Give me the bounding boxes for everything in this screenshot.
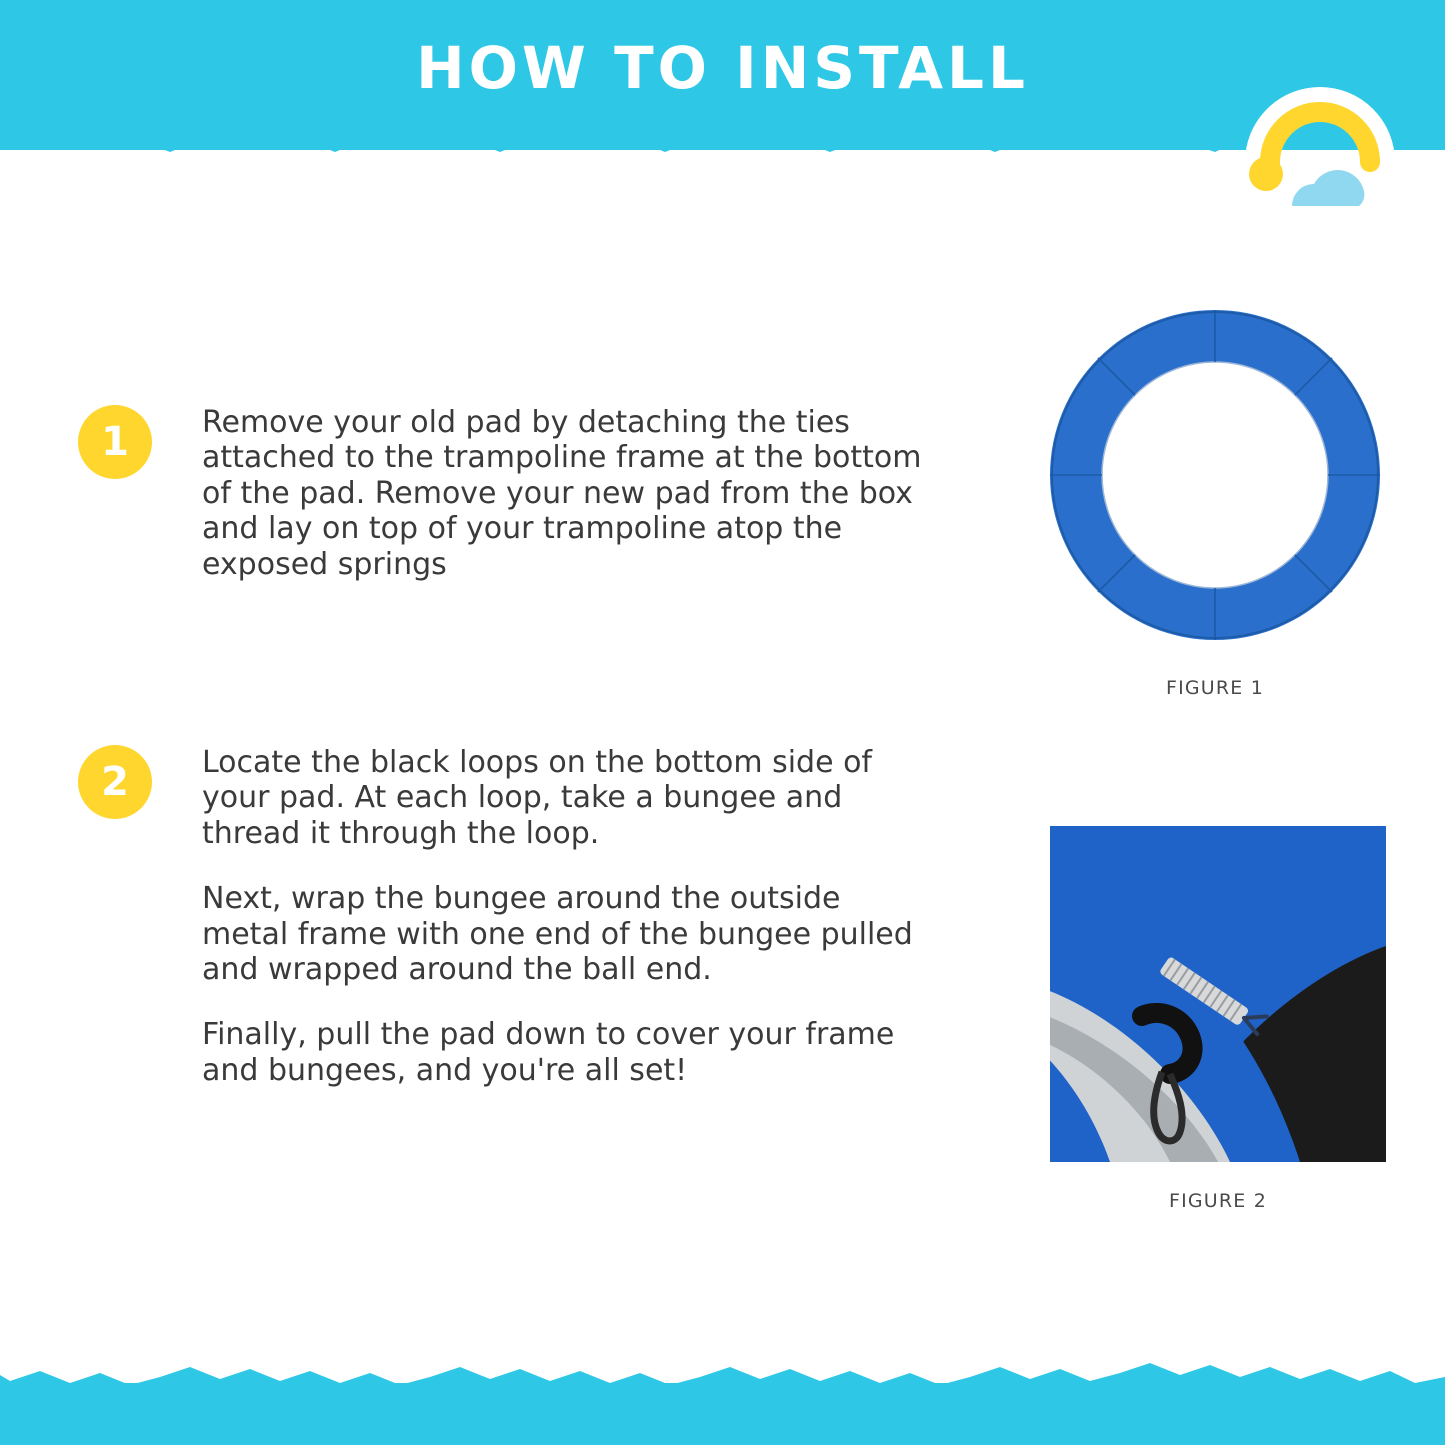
step-2-paragraph-2: Next, wrap the bungee around the outside metal frame with one end of the bungee pulled and wrapped around the ball end. (202, 881, 913, 987)
step-2-text (202, 745, 932, 1088)
figure-1 (1040, 300, 1390, 699)
step-2-paragraph-3: Finally, pull the pad down to cover your frame and bungees, and you're all set! (202, 1017, 895, 1088)
step-1-paragraph-1: Remove your old pad by detaching the ties attached to the trampoline frame at the bottom of the pad. Remove your new pad from the box and lay on top of your trampoline atop the exposed springs (202, 405, 922, 582)
step-1 (78, 405, 932, 582)
bungee-loop-photo (1050, 826, 1386, 1162)
header-torn-edge (0, 128, 1445, 174)
trampoline-pad-ring-illustration (1040, 300, 1390, 650)
step-2-paragraph-1: Locate the black loops on the bottom side of your pad. At each loop, take a bungee and thread it through the loop. (202, 745, 872, 851)
figure-1-caption: FIGURE 1 (1165, 677, 1265, 699)
footer-band (0, 1383, 1445, 1445)
sun-cloud-logo (1240, 70, 1400, 220)
step-2 (78, 745, 932, 1088)
step-1-badge: 1 (78, 405, 152, 479)
page-title: HOW TO INSTALL (416, 34, 1029, 102)
figure-2-caption: FIGURE 2 (1168, 1190, 1268, 1212)
bungee-loop-illustration (1050, 826, 1386, 1162)
step-2-badge: 2 (78, 745, 152, 819)
step-1-text (202, 405, 932, 582)
figure-2 (1050, 826, 1386, 1212)
